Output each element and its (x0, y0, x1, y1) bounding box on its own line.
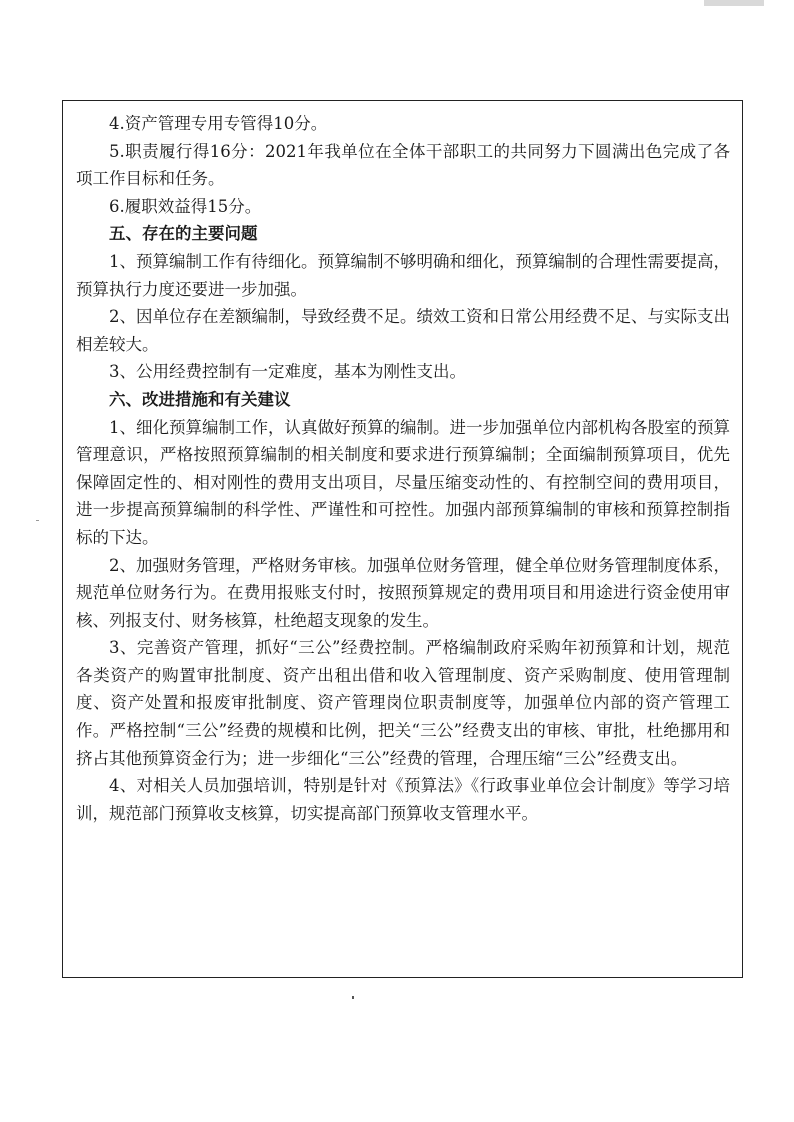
paragraph-asset-management-score: 4.资产管理专用专管得10分。 (109, 114, 328, 133)
paragraph-efficiency-score: 6.履职效益得15分。 (109, 196, 262, 216)
paragraph-measure-1: 1、细化预算编制工作，认真做好预算的编制。进一步加强单位内部机构各股室的预算管理意识，严格按照预算编制的相关制度和要求进行预算编制；全面编制预算项目，优先保障固定性的、相对刚性的费用支出项目，尽量压缩变动性的、有控制空间的费用项目，进一步提高预算编制的科学性、严谨性和可控性。加强内部预算编制的审核和预算控制指标的下达。 (76, 417, 730, 547)
paragraph-measure-4: 4、对相关人员加强培训，特别是针对《预算法》《行政事业单位会计制度》等学习培训，规范部门预算收支核算，切实提高部门预算收支管理水平。 (76, 776, 730, 823)
scan-artifact (704, 0, 764, 6)
paragraph-duty-performance-score: 5.职责履行得16分：2021年我单位在全体干部职工的共同努力下圆满出色完成了各项工作目标和任务。 (76, 141, 730, 189)
document-body (76, 110, 730, 827)
section-heading-problems: 五、存在的主要问题 (109, 224, 258, 244)
scan-speck (36, 520, 39, 521)
paragraph-problem-3: 3、公用经费控制有一定难度，基本为刚性支出。 (109, 362, 466, 382)
paragraph-problem-1: 1、预算编制工作有待细化。预算编制不够明确和细化，预算编制的合理性需要提高，预算执行力度还要进一步加强。 (76, 251, 730, 299)
scan-speck (352, 996, 354, 999)
paragraph-measure-3: 3、完善资产管理，抓好“三公”经费控制。严格编制政府采购年初预算和计划，规范各类资产的购置审批制度、资产出租出借和收入管理制度、资产采购制度、使用管理制度、资产处置和报废审批制度、资产管理岗位职责制度等，加强单位内部的资产管理工作。严格控制“三公”经费的规模和比例，把关“三公”经费支出的审核、审批，杜绝挪用和挤占其他预算资金行为；进一步细化“三公”经费的管理，合理压缩“三公”经费支出。 (76, 638, 730, 768)
paragraph-measure-2: 2、加强财务管理，严格财务审核。加强单位财务管理，健全单位财务管理制度体系，规范单位财务行为。在费用报账支付时，按照预算规定的费用项目和用途进行资金使用审核、列报支付、财务核算，杜绝超支现象的发生。 (76, 555, 730, 630)
paragraph-problem-2: 2、因单位存在差额编制，导致经费不足。绩效工资和日常公用经费不足、与实际支出相差较大。 (76, 307, 730, 354)
section-heading-improvements: 六、改进措施和有关建议 (109, 389, 291, 409)
